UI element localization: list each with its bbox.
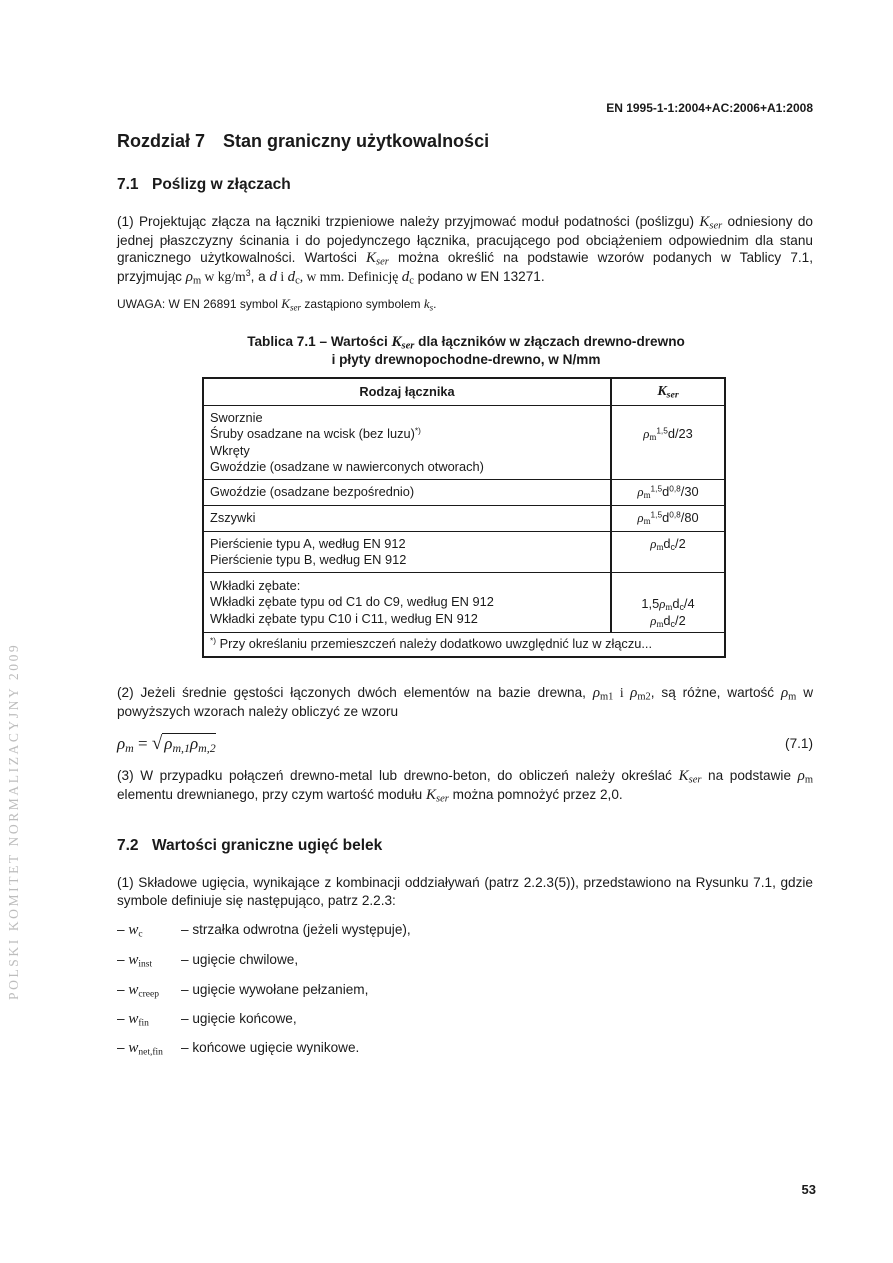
table-row [203,506,725,532]
definition-item: – $w_{fin}$ – ugięcie końcowe, [117,1011,297,1029]
definition-item: – $w_{net,fin}$ – końcowe ugięcie wynikowe. [117,1040,360,1058]
kser-table [202,377,726,658]
kser-symbol: $K_{ser}$ [699,214,723,232]
fastener-type-cell: Sworznie Śruby osadzane na wcisk (bez luzu)*) Wkręty Gwoździe (osadzane w nawierconych otworach) [203,406,611,480]
table-row [203,532,725,573]
note-uwaga: UWAGA: W EN 26891 symbol $K_{ser}$ zastąpiono symbolem $k_s$. [117,296,437,313]
chapter-label: Rozdział 7 [117,131,206,151]
fastener-type-cell: Wkładki zębate: Wkładki zębate typu od C1 do C9, według EN 912 Wkładki zębate typu C10 i C11, według EN 912 [203,573,611,633]
section-number: 7.2 [117,837,139,854]
table-footnote: *) Przy określaniu przemieszczeń należy dodatkowo uwzględnić luz w złączu... [203,633,725,657]
paragraph-7-1-2: (2) Jeżeli średnie gęstości łączonych dwóch elementów na bazie drewna, $\rho_{m1}$ i $\rho_{m2}$, są różne, wartość $\rho_m$ w powyższych wzorach należy obliczyć ze wzoru [117,685,814,719]
fastener-type-cell: Gwoździe (osadzane bezpośrednio) [203,480,611,506]
kser-formula-cell: $1,5\rho_md_c/4$ $\rho_md_c/2$ [611,573,725,633]
kser-formula-cell: $\rho_m^{1,5}d^{0,8}/80$ [611,506,725,532]
watermark: POLSKI KOMITET NORMALIZACYJNY 2009 [6,642,21,1000]
equation-7-1: $\rho_m$ = √ $\rho_{m,1}\rho_{m,2}$ [117,733,216,755]
equation-number: (7.1) [785,736,813,751]
chapter-title: Stan graniczny użytkowalności [223,131,490,151]
kser-formula-cell: $\rho_m^{1,5}d/23$ [611,406,725,480]
definition-item: – $w_c$ – strzałka odwrotna (jeżeli występuje), [117,922,411,940]
section-heading-7-1 [117,176,291,194]
chapter-heading [117,131,489,152]
header-fastener-type: Rodzaj łącznika [203,378,611,406]
paragraph-7-2-1: (1) Składowe ugięcia, wynikające z kombinacji oddziaływań (patrz 2.2.3(5)), przedstawiono na Rysunku 7.1, gdzie symbole definiuje się następująco, patrz 2.2.3: [117,875,813,908]
fastener-type-cell: Zszywki [203,506,611,532]
table-row [203,480,725,506]
paragraph-7-1-3: (3) W przypadku połączeń drewno-metal lub drewno-beton, do obliczeń należy określać $K_{ser}$ na podstawie $\rho_m$ elementu drewnianego, przy czym wartość modułu $K_{ser}$ można pomnożyć przez 2,0. [117,768,813,805]
table-caption: Tablica 7.1 – Wartości $K_{ser}$ dla łączników w złączach drewno-drewno i płyty drewnopochodne-drewno, w N/mm [247,334,685,367]
section-heading-7-2 [117,837,382,855]
table-row [203,406,725,480]
kser-symbol: $K_{ser}$ [366,250,389,268]
definition-item: – $w_{inst}$ – ugięcie chwilowe, [117,952,299,970]
rho-m-symbol: $\rho_m$ [185,268,202,287]
header-kser: $K_{ser}$ [611,378,725,406]
table-row [203,573,725,633]
section-number: 7.1 [117,176,139,193]
section-title: Poślizg w złączach [152,176,291,193]
paragraph-7-1-1: (1) Projektując złącza na łączniki trzpieniowe należy przyjmować moduł podatności (poślizgu) $K_{ser}$ odniesiony do jednej płaszczyzny ścinania i do pojedynczego łącznika, pracującego pod obciążeniem odpowiednim dla stanu granicznego użytkowalności. Wartości $K_{ser}$ można określić na podstawie wzorów podanych w Tablicy 7.1, przyjmując $\rho_m$ w $kg/m^3$, a d i $d_c$, w mm. Definicję $d_c$ podano w EN 13271. [117,214,814,287]
table-footnote-row [203,633,725,657]
fastener-type-cell: Pierścienie typu A, według EN 912 Pierścienie typu B, według EN 912 [203,532,611,573]
definition-item: – $w_{creep}$ – ugięcie wywołane pełzaniem, [117,982,369,1000]
table-header-row [203,378,725,406]
standard-code: EN 1995-1-1:2004+AC:2006+A1:2008 [606,101,813,115]
kser-formula-cell: $\rho_m^{1,5}d^{0,8}/30$ [611,480,725,506]
kser-formula-cell: $\rho_md_c/2$ [611,532,725,573]
section-title: Wartości graniczne ugięć belek [152,837,383,854]
page-number: 53 [801,1182,816,1197]
